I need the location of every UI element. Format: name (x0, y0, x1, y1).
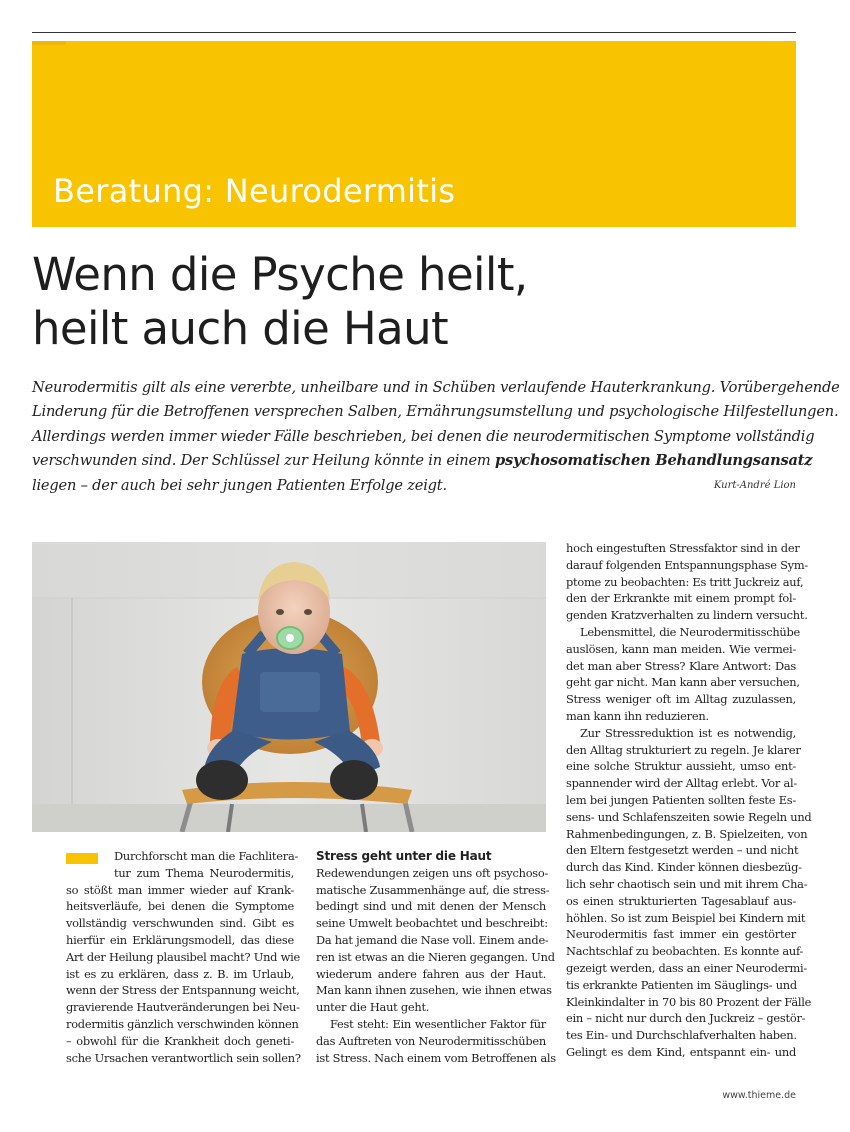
footer-url: www.thieme.de (722, 1090, 796, 1101)
banner-notch (32, 41, 66, 45)
article-headline (32, 248, 752, 356)
intro-line-with-emphasis (32, 449, 813, 473)
column-line: bedingt sind und mit denen der Mensch (316, 899, 546, 914)
column-line: Man kann ihnen zusehen, wie ihnen etwas (316, 983, 552, 998)
column-line: ptome zu beobachten: Es tritt Juckreiz auf, (566, 574, 804, 589)
column-line: den Alltag strukturiert zu regeln. Je klarer (566, 742, 801, 757)
column-line: Nachtschlaf zu beobachten. Es konnte auf- (566, 944, 804, 959)
column-line: tur zum Thema Neurodermitis, (114, 865, 294, 880)
column-line: ren ist etwas an die Nieren gegangen. Und (316, 949, 555, 964)
column-line: spannender wird der Alltag erlebt. Vor al- (566, 776, 797, 791)
column-line: Gelingt es dem Kind, entspannt ein- und (566, 1044, 796, 1059)
section-title: Beratung: Neurodermitis (53, 172, 456, 210)
text-column-1 (66, 848, 301, 1066)
intro-line: Allerdings werden immer wieder Fälle beschrieben, bei denen die neurodermitischen Symptome vollständig (32, 427, 815, 445)
column-line: das Auftreten von Neurodermitisschüben (316, 1033, 546, 1048)
column-line: eine solche Struktur aussieht, umso ent- (566, 759, 796, 774)
headline-line-2: heilt auch die Haut (32, 302, 449, 355)
column-line: vollständig verschwunden sind. Gibt es (66, 916, 294, 931)
column-line: Kleinkindalter in 70 bis 80 Prozent der Fälle (566, 994, 812, 1009)
column-line: Zur Stressreduktion ist es notwendig, (580, 725, 796, 740)
column-line: darauf folgenden Entspannungsphase Sym- (566, 557, 808, 572)
column-line: sche Ursachen verantwortlich sein sollen? (66, 1050, 301, 1065)
column-line: man kann ihn reduzieren. (566, 708, 709, 723)
column-line: heitsverläufe, bei denen die Symptome (66, 899, 294, 914)
intro-line-text: verschwunden sind. Der Schlüssel zur Heilung könnte in einem (32, 452, 495, 470)
column-line: wiederum andere fahren aus der Haut. (316, 966, 546, 981)
intro-emphasis: psychosomatischen Behandlungsansatz (494, 452, 813, 470)
text-column-3 (566, 540, 812, 1061)
column-line: ist es zu erklären, dass z. B. im Urlaub, (66, 966, 294, 981)
column-line: rodermitis gänzlich verschwinden können (66, 1016, 299, 1031)
column-line: den der Erkrankte mit einem prompt fol- (566, 591, 796, 606)
column-line: unter die Haut geht. (316, 1000, 430, 1015)
column-line: höhlen. So ist zum Beispiel bei Kindern mit (566, 910, 806, 925)
column-line: gezeigt werden, dass an einer Neurodermi- (566, 960, 807, 975)
column-line: Neurodermitis fast immer ein gestörter (566, 927, 796, 942)
column-line: Stress weniger oft im Alltag zuzulassen, (566, 692, 796, 707)
column-line: ein – nicht nur durch den Juckreiz – gestör- (566, 1011, 806, 1026)
column-line: tis erkrankte Patienten im Säuglings- und (566, 977, 797, 992)
intro-line: Neurodermitis gilt als eine vererbte, unheilbare und in Schüben verlaufende Hauterkrankung. Vorübergehende (32, 379, 840, 396)
text-column-2 (316, 848, 556, 1066)
column-line: matische Zusammenhänge auf, die stress- (316, 882, 550, 897)
column-line: lem bei jungen Patienten sollten feste Es- (566, 792, 796, 807)
column-line: Redewendungen zeigen uns oft psychoso- (316, 865, 549, 880)
column-line: so stößt man immer wieder auf Krank- (66, 882, 294, 897)
column-line: Durchforscht man die Fachlitera- (114, 849, 299, 863)
column-line: wenn der Stress der Entspannung weicht, (66, 983, 300, 998)
column-line: Da hat jemand die Nase voll. Einem ande- (316, 932, 549, 947)
section-subhead: Stress geht unter die Haut (316, 849, 492, 863)
column-line: den Eltern festgesetzt werden – und nicht (566, 843, 799, 858)
column-line: Rahmenbedingungen, z. B. Spielzeiten, von (566, 826, 808, 841)
column-line: gravierende Hautveränderungen bei Neu- (66, 1000, 300, 1015)
top-rule (32, 32, 796, 33)
column-line: auslösen, kann man meiden. Wie vermei- (566, 641, 796, 656)
intro-line: liegen – der auch bei sehr jungen Patienten Erfolge zeigt. (32, 476, 447, 494)
column-line: seine Umwelt beobachtet und beschreibt: (316, 916, 548, 931)
intro-line: Linderung für die Betroffenen versprechen Salben, Ernährungsumstellung und psychologische Hilfestellungen. (32, 403, 839, 421)
column-line: hierfür ein Erklärungsmodell, das diese (66, 932, 294, 947)
column-line: Art der Heilung plausibel macht? Und wie (66, 949, 300, 964)
column-line: geht gar nicht. Man kann aber versuchen, (566, 675, 800, 690)
column-line: lich sehr chaotisch sein und mit ihrem Cha- (566, 876, 808, 891)
author-name: Kurt-André Lion (713, 480, 796, 491)
column-line: det man aber Stress? Klare Antwort: Das (566, 658, 796, 673)
article-intro (32, 376, 840, 498)
column-line: durch das Kind. Kinder können diesbezüg- (566, 860, 802, 875)
article-photo (32, 542, 546, 832)
column-line: ist Stress. Nach einem vom Betroffenen als (316, 1050, 556, 1065)
toddler-photo (32, 542, 546, 832)
column-line: sens- und Schlafenszeiten sowie Regeln und (566, 809, 812, 824)
column-line: tes Ein- und Durchschlafverhalten haben. (566, 1028, 797, 1043)
headline-line-1: Wenn die Psyche heilt, (32, 248, 528, 301)
column-line: os einen strukturierten Tagesablauf aus- (566, 893, 796, 908)
column-line: – obwohl für die Krankheit doch geneti- (66, 1033, 294, 1048)
column-line: genden Kratzverhalten zu lindern versucht. (566, 608, 808, 623)
column-line: Lebensmittel, die Neurodermitisschübe (580, 624, 801, 639)
column-line: Fest steht: Ein wesentlicher Faktor für (330, 1016, 546, 1031)
column-line: hoch eingestuften Stressfaktor sind in der (566, 541, 800, 555)
